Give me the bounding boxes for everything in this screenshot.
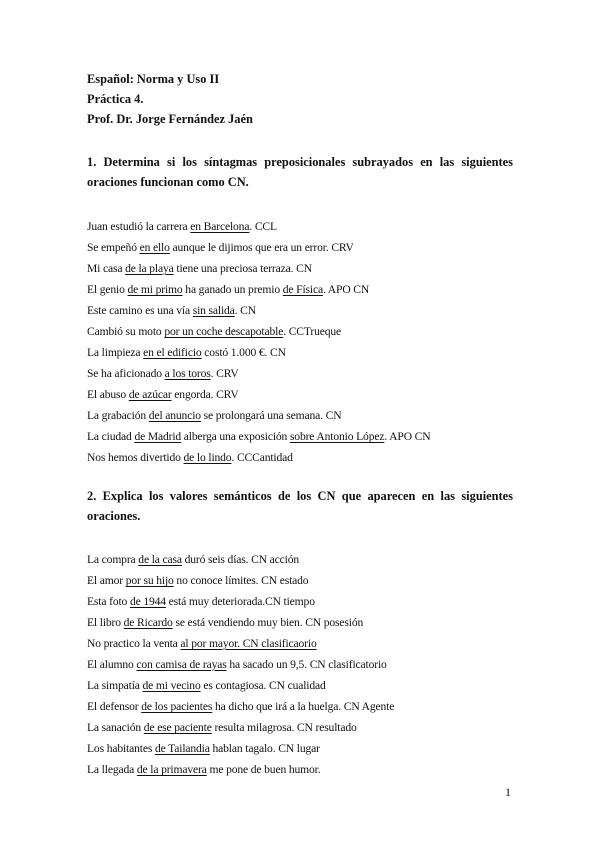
sentence-text: El alumno <box>87 658 137 671</box>
sentence-text: Este camino es una vía <box>87 304 193 317</box>
underlined-phrase: por su hijo <box>125 574 174 587</box>
sentence-text: La llegada <box>87 763 137 776</box>
sentence-line <box>87 570 517 591</box>
underlined-phrase: en Barcelona <box>190 220 250 233</box>
sentence-text: La grabación <box>87 409 149 422</box>
sentence-text: Cambió su moto <box>87 325 165 338</box>
underlined-phrase: en ello <box>139 241 170 254</box>
course-title: Español: Norma y Uso II <box>87 72 220 86</box>
sentence-line <box>87 258 517 279</box>
sentence-text: Se ha aficionado <box>87 367 165 380</box>
sentence-line <box>87 633 517 654</box>
sentence-text: alberga una exposición <box>181 430 290 443</box>
sentence-text: aunque le dijimos que era un error. CRV <box>169 241 354 254</box>
sentence-line <box>87 717 517 738</box>
underlined-phrase: de Física <box>282 283 323 296</box>
sentence-text: ha dicho que irá a la huelga. CN Agente <box>212 700 395 713</box>
underlined-phrase: de Madrid <box>134 430 182 443</box>
sentence-text: engorda. CRV <box>171 388 239 401</box>
underlined-phrase: sin salida <box>192 304 235 317</box>
underlined-phrase: de mi primo <box>127 283 183 296</box>
sentence-line <box>87 279 517 300</box>
sentence-text: El libro <box>87 616 124 629</box>
underlined-phrase: de los pacientes <box>141 700 213 713</box>
sentence-line <box>87 216 517 237</box>
sentence-line <box>87 612 517 633</box>
sentence-text: . CN <box>234 304 256 317</box>
sentence-text: ha sacado un 9,5. CN clasificatorio <box>226 658 387 671</box>
sentence-text: tiene una preciosa terraza. CN <box>173 262 312 275</box>
sentence-text: El defensor <box>87 700 142 713</box>
sentence-line <box>87 426 517 447</box>
sentence-line <box>87 321 517 342</box>
underlined-phrase: de Ricardo <box>123 616 173 629</box>
sentence-text: La ciudad <box>87 430 135 443</box>
underlined-phrase: de ese paciente <box>143 721 212 734</box>
sentence-text: La limpieza <box>87 346 144 359</box>
sentence-text: La simpatía <box>87 679 143 692</box>
sentence-text: . CCTrueque <box>283 325 342 338</box>
underlined-phrase: de la casa <box>138 553 182 566</box>
sentence-text: duró seis días. CN acción <box>181 553 300 566</box>
sentence-text: se prolongará una semana. CN <box>200 409 342 422</box>
sentence-text: Mi casa <box>87 262 126 275</box>
sentence-text: El amor <box>87 574 126 587</box>
sentence-line <box>87 696 517 717</box>
sentence-text: . CCCantidad <box>231 451 293 464</box>
underlined-phrase: de mi vecino <box>142 679 201 692</box>
sentence-line <box>87 738 517 759</box>
sentence-line <box>87 654 517 675</box>
sentence-text: Se empeñó <box>87 241 140 254</box>
question-2: 2. Explica los valores semánticos de los CN que aparecen en las siguientes oraciones. <box>87 489 513 523</box>
professor-name: Prof. Dr. Jorge Fernández Jaén <box>87 112 253 126</box>
question-1: 1. Determina si los síntagmas preposicionales subrayados en las siguientes oraciones funcionan como CN. <box>87 155 513 189</box>
sentence-text: se está vendiendo muy bien. CN posesión <box>172 616 364 629</box>
underlined-phrase: de la primavera <box>136 763 207 776</box>
sentence-text: hablan tagalo. CN lugar <box>209 742 320 755</box>
sentence-line <box>87 405 517 426</box>
sentence-text: me pone de buen humor. <box>206 763 321 776</box>
sentence-text: ha ganado un premio <box>182 283 283 296</box>
document-header <box>87 69 253 129</box>
underlined-phrase: de 1944 <box>129 595 166 608</box>
underlined-phrase: de azúcar <box>128 388 172 401</box>
sentence-line <box>87 549 517 570</box>
sentence-list-2 <box>87 549 517 780</box>
practice-title: Práctica 4. <box>87 92 144 106</box>
underlined-phrase: del anuncio <box>148 409 201 422</box>
underlined-phrase: a los toros <box>164 367 211 380</box>
sentence-line <box>87 237 517 258</box>
underlined-phrase: de Tailandia <box>154 742 210 755</box>
sentence-text: no conoce límites. CN estado <box>173 574 309 587</box>
sentence-line <box>87 342 517 363</box>
sentence-text: Nos hemos divertido <box>87 451 184 464</box>
sentence-text: . CRV <box>210 367 239 380</box>
sentence-line <box>87 447 517 468</box>
underlined-phrase: de la playa <box>125 262 174 275</box>
sentence-text: costó 1.000 €. CN <box>201 346 286 359</box>
sentence-list-1 <box>87 216 517 468</box>
sentence-line <box>87 363 517 384</box>
sentence-text: No practico la venta <box>87 637 181 650</box>
sentence-text: Juan estudió la carrera <box>87 220 191 233</box>
sentence-text: . APO CN <box>322 283 370 296</box>
sentence-text: El abuso <box>87 388 129 401</box>
sentence-text: Los habitantes <box>87 742 155 755</box>
underlined-phrase: al por mayor. CN clasificaorio <box>180 637 317 650</box>
sentence-line <box>87 591 517 612</box>
sentence-text: resulta milagrosa. CN resultado <box>211 721 357 734</box>
sentence-text: . CCL <box>249 220 277 233</box>
sentence-text: Esta foto <box>87 595 130 608</box>
sentence-line <box>87 759 517 780</box>
underlined-phrase: por un coche descapotable <box>164 325 284 338</box>
underlined-phrase: con camisa de rayas <box>136 658 227 671</box>
sentence-text: está muy deteriorada.CN tiempo <box>165 595 315 608</box>
sentence-text: La compra <box>87 553 139 566</box>
sentence-line <box>87 675 517 696</box>
underlined-phrase: sobre Antonio López <box>289 430 385 443</box>
underlined-phrase: de lo lindo <box>183 451 232 464</box>
sentence-text: El genio <box>87 283 128 296</box>
sentence-line <box>87 384 517 405</box>
page-number: 1 <box>505 785 511 799</box>
underlined-phrase: en el edificio <box>143 346 202 359</box>
sentence-line <box>87 300 517 321</box>
sentence-text: La sanación <box>87 721 144 734</box>
sentence-text: es contagiosa. CN cualidad <box>200 679 326 692</box>
sentence-text: . APO CN <box>384 430 431 443</box>
